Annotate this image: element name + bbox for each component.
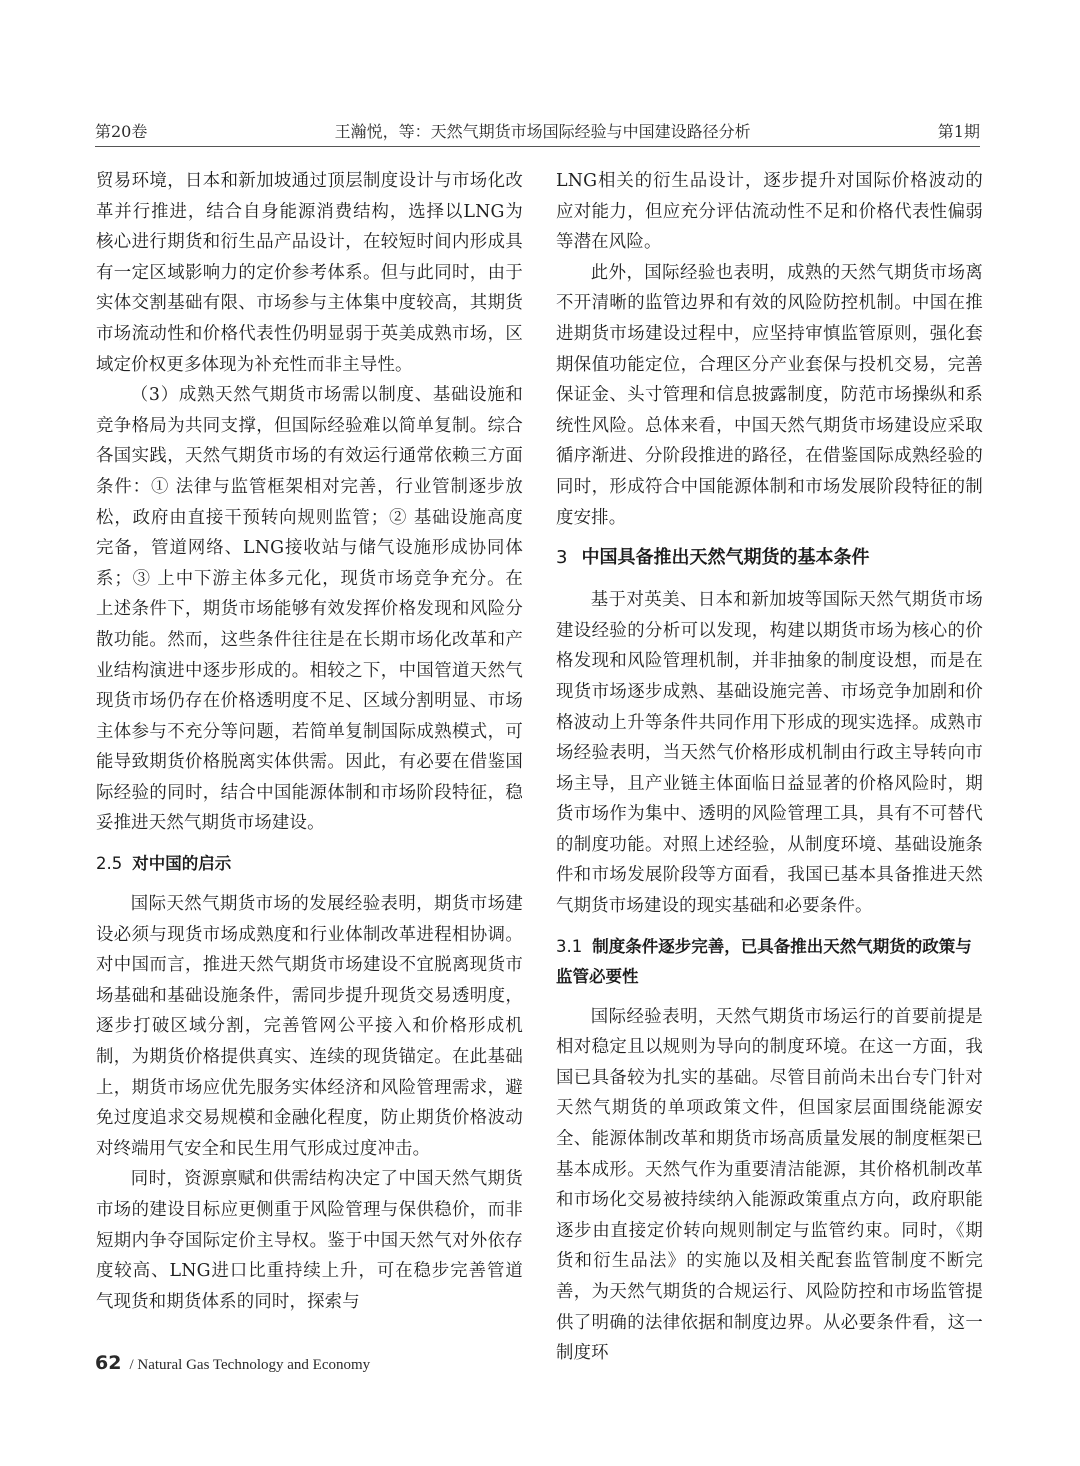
running-header bbox=[95, 112, 980, 142]
right-column bbox=[556, 166, 983, 1369]
page-number: 62 bbox=[95, 1352, 122, 1374]
header-rule bbox=[95, 146, 980, 147]
paragraph: （3）成熟天然气期货市场需以制度、基础设施和竞争格局为共同支撑，但国际经验难以简单复制。综合各国实践，天然气期货市场的有效运行通常依赖三方面条件：① 法律与监管框架相对完善，行业管制逐步放松，政府由直接干预转向规则监管；② 基础设施高度完备，管道网络、LNG接收站与储气设施形成协同体系；③ 上中下游主体多元化，现货市场竞争充分。在上述条件下，期货市场能够有效发挥价格发现和风险分散功能。然而，这些条件往往是在长期市场化改革和产业结构演进中逐步形成的。相较之下，中国管道天然气现货市场仍存在价格透明度不足、区域分割明显、市场主体参与不充分等问题，若简单复制国际成熟模式，可能导致期货价格脱离实体供需。因此，有必要在借鉴国际经验的同时，结合中国能源体制和市场阶段特征，稳妥推进天然气期货市场建设。 bbox=[96, 385, 523, 834]
paragraph: 此外，国际经验也表明，成熟的天然气期货市场离不开清晰的监管边界和有效的风险防控机制。中国在推进期货市场建设过程中，应坚持审慎监管原则，强化套期保值功能定位，合理区分产业套保与投机交易，完善保证金、头寸管理和信息披露制度，防范市场操纵和系统性风险。总体来看，中国天然气期货市场建设应采取循序渐进、分阶段推进的路径，在借鉴国际成熟经验的同时，形成符合中国能源体制和市场发展阶段特征的制度安排。 bbox=[556, 262, 983, 528]
issue-label: 第1期 bbox=[937, 122, 980, 141]
section-heading-3-1 bbox=[556, 932, 983, 992]
section-title: 对中国的启示 bbox=[132, 854, 232, 874]
section-number: 2.5 bbox=[96, 854, 123, 874]
paragraph: LNG相关的衍生品设计，逐步提升对国际价格波动的应对能力，但应充分评估流动性不足和价格代表性偏弱等潜在风险。 bbox=[556, 171, 983, 253]
page-footer bbox=[95, 1352, 370, 1374]
volume-label: 第20卷 bbox=[95, 122, 148, 141]
journal-name: / Natural Gas Technology and Economy bbox=[129, 1357, 371, 1373]
paragraph: 基于对英美、日本和新加坡等国际天然气期货市场建设经验的分析可以发现，构建以期货市场为核心的价格发现和风险管理机制，并非抽象的制度设想，而是在现货市场逐步成熟、基础设施完善、市场竞争加剧和价格波动上升等条件共同作用下形成的现实选择。成熟市场经验表明，当天然气价格形成机制由行政主导转向市场主导，且产业链主体面临日益显著的价格风险时，期货市场作为集中、透明的风险管理工具，具有不可替代的制度功能。对照上述经验，从制度环境、基础设施条件和市场发展阶段等方面看，我国已基本具备推进天然气期货市场建设的现实基础和必要条件。 bbox=[556, 590, 983, 917]
paragraph: 同时，资源禀赋和供需结构决定了中国天然气期货市场的建设目标应更侧重于风险管理与保供稳价，而非短期内争夺国际定价主导权。鉴于中国天然气对外依存度较高、LNG进口比重持续上升，可在稳步完善管道气现货和期货体系的同时，探索与 bbox=[96, 1169, 523, 1312]
paragraph: 国际经验表明，天然气期货市场运行的首要前提是相对稳定且以规则为导向的制度环境。在这一方面，我国已具备较为扎实的基础。尽管目前尚未出台专门针对天然气期货的单项政策文件，但国家层面围绕能源安全、能源体制改革和期货市场高质量发展的制度框架已基本成形。天然气作为重要清洁能源，其价格机制改革和市场化交易被持续纳入能源政策重点方向，政府职能逐步由直接定价转向规则制定与监管约束。同时，《期货和衍生品法》的实施以及相关配套监管制度不断完善，为天然气期货的合规运行、风险防控和市场监管提供了明确的法律依据和制度边界。从必要条件看，这一制度环 bbox=[556, 1006, 983, 1364]
section-title: 中国具备推出天然气期货的基本条件 bbox=[581, 547, 870, 569]
section-heading-3 bbox=[556, 543, 983, 573]
section-title: 制度条件逐步完善，已具备推出天然气期货的政策与监管必要性 bbox=[556, 936, 972, 986]
running-title: 王瀚悦，等：天然气期货市场国际经验与中国建设路径分析 bbox=[334, 122, 751, 141]
left-column bbox=[96, 166, 523, 1317]
section-number: 3.1 bbox=[556, 936, 583, 956]
paragraph: 贸易环境，日本和新加坡通过顶层制度设计与市场化改革并行推进，结合自身能源消费结构，选择以LNG为核心进行期货和衍生品产品设计，在较短时间内形成具有一定区域影响力的定价参考体系。但与此同时，由于实体交割基础有限、市场参与主体集中度较高，其期货市场流动性和价格代表性仍明显弱于英美成熟市场，区域定价权更多体现为补充性而非主导性。 bbox=[96, 171, 523, 375]
section-number: 3 bbox=[556, 547, 568, 569]
section-heading-2-5 bbox=[96, 849, 523, 879]
paragraph: 国际天然气期货市场的发展经验表明，期货市场建设必须与现货市场成熟度和行业体制改革进程相协调。对中国而言，推进天然气期货市场建设不宜脱离现货市场基础和基础设施条件，需同步提升现货交易透明度，逐步打破区域分割，完善管网公平接入和价格形成机制，为期货价格提供真实、连续的现货锚定。在此基础上，期货市场应优先服务实体经济和风险管理需求，避免过度追求交易规模和金融化程度，防止期货价格波动对终端用气安全和民生用气形成过度冲击。 bbox=[96, 894, 523, 1159]
